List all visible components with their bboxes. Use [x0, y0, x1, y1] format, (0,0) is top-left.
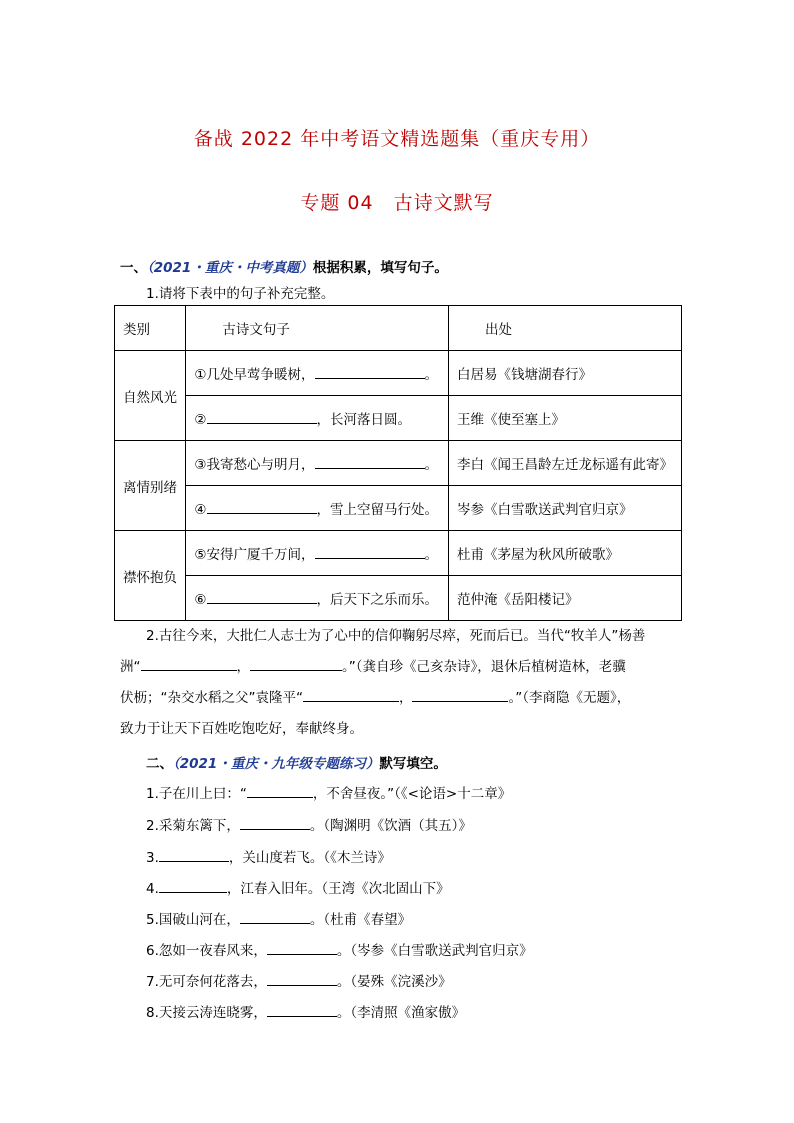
header-category: 类别 — [115, 306, 186, 351]
list-item: 4. ，江春入旧年。（王湾《次北固山下》 — [146, 877, 450, 897]
list-item: 3. ，关山度若飞。（《木兰诗》 — [146, 846, 391, 866]
category-cell: 离情别绪 — [115, 441, 186, 531]
section2-instruction: 默写填空。 — [379, 756, 447, 772]
document-subtitle: 专题 04 古诗文默写 — [300, 192, 494, 214]
source-cell: 杜甫《茅屋为秋风所破歌》 — [449, 531, 682, 576]
table-row — [115, 486, 682, 531]
list-item: 8.天接云涛连晓雾， 。（李清照《渔家傲》 — [146, 1001, 465, 1021]
answer-blank[interactable] — [240, 909, 310, 924]
table-row — [115, 351, 682, 396]
list-item: 6.忽如一夜春风来， 。（岑参《白雪歌送武判官归京》 — [146, 939, 533, 959]
answer-blank[interactable] — [247, 783, 313, 798]
q2-line-1: 2.古往今来，大批仁人志士为了心中的信仰鞠躬尽瘁，死而后已。当代“牧羊人”杨善 — [146, 628, 646, 644]
sentence-cell: ② ，长河落日圆。 — [186, 396, 449, 441]
sentence-cell: ④ ，雪上空留马行处。 — [186, 486, 449, 531]
answer-blank[interactable] — [267, 940, 337, 955]
table-header-row — [115, 306, 682, 351]
sentence-cell: ⑥ ，后天下之乐而乐。 — [186, 576, 449, 621]
source-cell: 岑参《白雪歌送武判官归京》 — [449, 486, 682, 531]
document-title: 备战 2022 年中考语文精选题集（重庆专用） — [193, 128, 601, 150]
list-item: 7.无可奈何花落去， 。（晏殊《浣溪沙》 — [146, 970, 452, 990]
table-row — [115, 576, 682, 621]
section2-source-tag: （2021・重庆・九年级专题练习） — [173, 756, 380, 772]
q2-line-2: 洲“ ， 。”（龚自珍《己亥杂诗》，退休后植树造林，老骥 — [120, 655, 626, 675]
answer-blank[interactable] — [267, 971, 337, 986]
list-item: 5.国破山河在， 。（杜甫《春望》 — [146, 908, 411, 928]
category-cell: 襟怀抱负 — [115, 531, 186, 621]
answer-blank[interactable] — [315, 544, 425, 559]
table-row — [115, 396, 682, 441]
table-row — [115, 531, 682, 576]
category-cell: 自然风光 — [115, 351, 186, 441]
answer-blank[interactable] — [267, 1002, 337, 1017]
section1-source-tag: （2021・重庆・中考真题） — [147, 260, 313, 276]
section2-heading — [146, 752, 447, 772]
answer-blank[interactable] — [303, 687, 399, 702]
answer-blank[interactable] — [250, 656, 342, 671]
header-source: 出处 — [449, 306, 682, 351]
q2-line-4: 致力于让天下百姓吃饱吃好，奉献终身。 — [120, 721, 363, 737]
answer-blank[interactable] — [315, 364, 425, 379]
sentence-cell: ①几处早莺争暖树， 。 — [186, 351, 449, 396]
answer-blank[interactable] — [207, 499, 317, 514]
answer-blank[interactable] — [141, 656, 237, 671]
q2-line-3: 伏枥；“杂交水稻之父”袁隆平“ ， 。”（李商隐《无题》， — [120, 686, 630, 706]
answer-blank[interactable] — [315, 454, 425, 469]
sentence-cell: ③我寄愁心与明月， 。 — [186, 441, 449, 486]
section1-heading — [120, 256, 448, 276]
source-cell: 白居易《钱塘湖春行》 — [449, 351, 682, 396]
answer-blank[interactable] — [412, 687, 508, 702]
answer-blank[interactable] — [207, 589, 317, 604]
section1-q1: 1.请将下表中的句子补充完整。 — [146, 286, 335, 302]
source-cell: 王维《使至塞上》 — [449, 396, 682, 441]
answer-blank[interactable] — [159, 847, 229, 862]
section1-instruction: 根据积累，填写句子。 — [312, 260, 448, 276]
header-sentence: 古诗文句子 — [186, 306, 449, 351]
list-item: 1.子在川上曰：“ ，不舍昼夜。”（《<论语>十二章》 — [146, 782, 511, 802]
list-item: 2.采菊东篱下， 。（陶渊明《饮酒（其五）》 — [146, 814, 472, 834]
source-cell: 范仲淹《岳阳楼记》 — [449, 576, 682, 621]
answer-blank[interactable] — [207, 409, 317, 424]
section2-prefix: 二、 — [146, 756, 173, 772]
source-cell: 李白《闻王昌龄左迁龙标遥有此寄》 — [449, 441, 682, 486]
sentence-cell: ⑤安得广厦千万间， 。 — [186, 531, 449, 576]
poem-table — [114, 305, 682, 621]
answer-blank[interactable] — [240, 815, 310, 830]
section1-prefix: 一、 — [120, 260, 147, 276]
table-row — [115, 441, 682, 486]
answer-blank[interactable] — [159, 878, 227, 893]
